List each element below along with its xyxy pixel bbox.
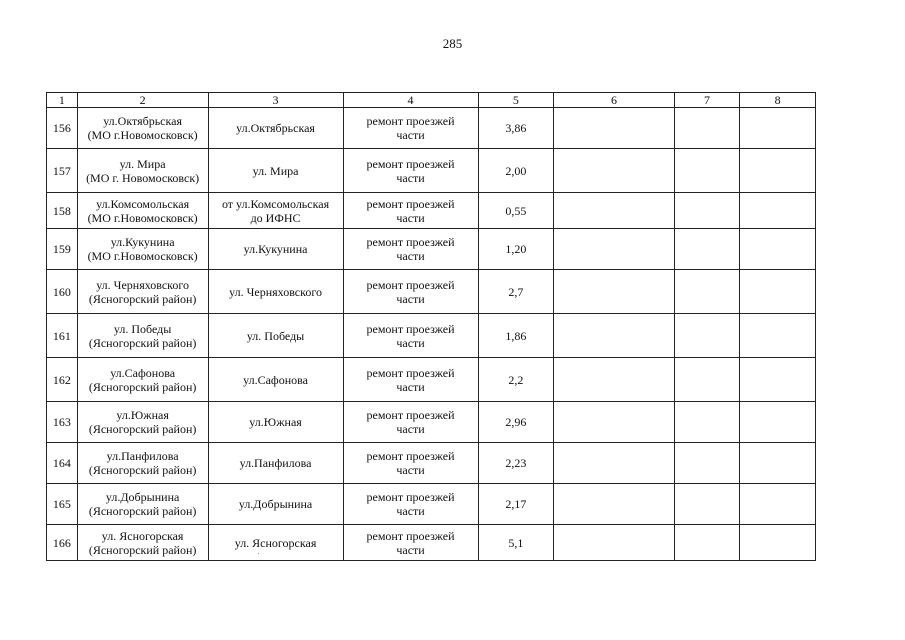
- street-cell-text: (Ясногорский район): [88, 335, 197, 350]
- table-row: [47, 193, 816, 229]
- section-cell-text: ул.Южная: [249, 415, 302, 429]
- work-type-cell-text: ремонт проезжей: [366, 449, 455, 463]
- col6-cell: [554, 358, 675, 402]
- work-type-cell: [343, 108, 478, 149]
- work-type-cell-text: ремонт проезжей: [366, 196, 455, 211]
- street-cell-text: (МО г. Новомосковск): [86, 170, 200, 185]
- street-cell-text: ул.Комсомольская: [96, 196, 190, 211]
- section-cell: [208, 525, 343, 561]
- street-cell-text: (Ясногорский район): [88, 422, 197, 436]
- length-cell: [478, 484, 554, 525]
- col7-cell: [674, 314, 739, 358]
- length-cell: [478, 443, 554, 484]
- col8-cell: [740, 314, 816, 358]
- street-cell-text: (Ясногорский район): [88, 542, 197, 557]
- row-number-cell: [47, 193, 78, 229]
- work-type-cell: [343, 314, 478, 358]
- street-cell: [77, 229, 208, 270]
- work-type-cell-text: части: [396, 379, 425, 394]
- street-cell-text: ул.Панфилова: [106, 449, 179, 463]
- table-row: [47, 108, 816, 149]
- section-cell: [208, 402, 343, 443]
- work-type-cell-text: части: [396, 335, 425, 350]
- work-type-cell-text: части: [396, 249, 425, 263]
- col8-cell: [740, 229, 816, 270]
- work-type-cell-text: части: [396, 170, 425, 185]
- header-col-3: 3: [208, 93, 343, 108]
- section-cell: [208, 149, 343, 193]
- work-type-cell-text: ремонт проезжей: [366, 235, 455, 249]
- col6-cell: [554, 108, 675, 149]
- page-number: 285: [442, 36, 463, 51]
- col7-cell: [674, 525, 739, 561]
- col6-cell: [554, 229, 675, 270]
- work-type-cell-text: части: [396, 504, 425, 518]
- table-row: [47, 270, 816, 314]
- street-cell-text: ул.Добрынина: [105, 490, 180, 504]
- col8-cell: [740, 108, 816, 149]
- street-cell: [77, 443, 208, 484]
- work-type-cell: [343, 484, 478, 525]
- street-cell-text: ул.Сафонова: [110, 365, 176, 380]
- work-type-cell-text: ремонт проезжей: [366, 408, 455, 422]
- row-number-cell-text: 161: [52, 328, 71, 343]
- street-cell: [77, 525, 208, 561]
- row-number-cell: [47, 229, 78, 270]
- section-cell-text: ул.Сафонова: [243, 372, 308, 387]
- row-number-cell-text: 166: [52, 535, 71, 550]
- table-row: [47, 402, 816, 443]
- length-cell-text: 2,17: [505, 497, 527, 511]
- row-number-cell-text: 160: [52, 284, 71, 299]
- section-cell: [208, 443, 343, 484]
- length-cell: [478, 358, 554, 402]
- work-type-cell-text: ремонт проезжей: [366, 156, 455, 171]
- row-number-cell-text: 165: [52, 497, 71, 511]
- col7-cell: [674, 193, 739, 229]
- roads-table: [46, 92, 816, 561]
- col6-cell: [554, 525, 675, 561]
- section-cell-text: ул.Добрынина: [238, 497, 313, 511]
- row-number-cell: [47, 443, 78, 484]
- street-cell-text: (Ясногорский район): [88, 291, 197, 306]
- row-number-cell: [47, 314, 78, 358]
- row-number-cell-text: 162: [52, 372, 71, 387]
- street-cell-text: (Ясногорский район): [88, 463, 197, 477]
- section-cell: [208, 358, 343, 402]
- work-type-cell-text: части: [396, 291, 425, 306]
- table-row: [47, 358, 816, 402]
- street-cell-text: (МО г.Новомосковск): [87, 249, 198, 263]
- col6-cell: [554, 402, 675, 443]
- header-col-8: 8: [740, 93, 816, 108]
- col8-cell: [740, 402, 816, 443]
- street-cell-text: ул.Кукунина: [110, 235, 175, 249]
- work-type-cell-text: ремонт проезжей: [366, 365, 455, 380]
- row-number-cell: [47, 108, 78, 149]
- section-cell: [208, 193, 343, 229]
- length-cell: [478, 229, 554, 270]
- row-number-cell: [47, 270, 78, 314]
- col7-cell: [674, 484, 739, 525]
- row-number-cell: [47, 149, 78, 193]
- header-row: [47, 93, 816, 108]
- street-cell-text: (Ясногорский район): [88, 504, 197, 518]
- col6-cell: [554, 314, 675, 358]
- scan-dot: [258, 553, 259, 554]
- street-cell-text: (МО г.Новомосковск): [87, 128, 198, 142]
- length-cell-text: 5,1: [508, 535, 524, 550]
- table-row: [47, 525, 816, 561]
- work-type-cell: [343, 402, 478, 443]
- length-cell-text: 1,86: [505, 328, 527, 343]
- col8-cell: [740, 443, 816, 484]
- row-number-cell: [47, 484, 78, 525]
- work-type-cell-text: части: [396, 542, 425, 557]
- section-cell: [208, 229, 343, 270]
- work-type-cell-text: ремонт проезжей: [366, 490, 455, 504]
- col8-cell: [740, 484, 816, 525]
- length-cell: [478, 402, 554, 443]
- col7-cell: [674, 149, 739, 193]
- street-cell-text: ул. Черняховского: [96, 277, 190, 292]
- section-cell: [208, 270, 343, 314]
- table-row: [47, 149, 816, 193]
- col7-cell: [674, 358, 739, 402]
- row-number-cell-text: 163: [52, 415, 71, 429]
- section-cell-text: ул. Мира: [252, 163, 299, 178]
- work-type-cell-text: ремонт проезжей: [366, 277, 455, 292]
- work-type-cell: [343, 193, 478, 229]
- street-cell: [77, 358, 208, 402]
- col7-cell: [674, 108, 739, 149]
- work-type-cell-text: ремонт проезжей: [366, 321, 455, 336]
- length-cell-text: 2,7: [508, 284, 524, 299]
- table-row: [47, 229, 816, 270]
- section-cell: [208, 484, 343, 525]
- section-cell-text: от ул.Комсомольская: [221, 196, 330, 211]
- length-cell-text: 2,96: [505, 415, 527, 429]
- street-cell: [77, 193, 208, 229]
- col8-cell: [740, 525, 816, 561]
- table-row: [47, 314, 816, 358]
- section-cell: [208, 314, 343, 358]
- header-col-6: 6: [554, 93, 675, 108]
- col6-cell: [554, 193, 675, 229]
- work-type-cell-text: части: [396, 210, 425, 225]
- street-cell: [77, 270, 208, 314]
- table-body: [47, 108, 816, 561]
- section-cell-text: ул. Победы: [246, 328, 305, 343]
- work-type-cell-text: части: [396, 422, 425, 436]
- row-number-cell-text: 156: [52, 121, 71, 135]
- section-cell-text: ул. Ясногорская: [234, 535, 317, 550]
- street-cell-text: ул.Южная: [116, 408, 169, 422]
- col6-cell: [554, 270, 675, 314]
- table-row: [47, 443, 816, 484]
- header-col-7: 7: [674, 93, 739, 108]
- col8-cell: [740, 149, 816, 193]
- work-type-cell: [343, 358, 478, 402]
- length-cell: [478, 525, 554, 561]
- length-cell-text: 2,00: [505, 163, 527, 178]
- work-type-cell: [343, 149, 478, 193]
- length-cell: [478, 149, 554, 193]
- col7-cell: [674, 270, 739, 314]
- work-type-cell-text: ремонт проезжей: [366, 528, 455, 543]
- table-row: [47, 484, 816, 525]
- row-number-cell-text: 164: [52, 456, 71, 470]
- col7-cell: [674, 229, 739, 270]
- row-number-cell: [47, 358, 78, 402]
- length-cell-text: 3,86: [505, 121, 527, 135]
- work-type-cell-text: ремонт проезжей: [366, 114, 455, 128]
- street-cell-text: ул. Мира: [119, 156, 166, 171]
- header-col-4: 4: [343, 93, 478, 108]
- section-cell-text: ул.Панфилова: [239, 456, 312, 470]
- street-cell: [77, 402, 208, 443]
- row-number-cell-text: 158: [52, 203, 71, 218]
- col8-cell: [740, 270, 816, 314]
- header-col-5: 5: [478, 93, 554, 108]
- section-cell-text: ул.Октябрьская: [236, 121, 315, 135]
- col7-cell: [674, 402, 739, 443]
- length-cell: [478, 193, 554, 229]
- section-cell: [208, 108, 343, 149]
- street-cell-text: (Ясногорский район): [88, 379, 197, 394]
- header-col-1: 1: [47, 93, 78, 108]
- section-cell-text: ул.Кукунина: [243, 242, 308, 256]
- length-cell-text: 1,20: [505, 242, 527, 256]
- length-cell-text: 2,23: [505, 456, 527, 470]
- section-cell-text: до ИФНС: [250, 210, 301, 225]
- work-type-cell: [343, 443, 478, 484]
- col7-cell: [674, 443, 739, 484]
- street-cell-text: (МО г.Новомосковск): [87, 210, 198, 225]
- length-cell: [478, 270, 554, 314]
- col6-cell: [554, 484, 675, 525]
- col8-cell: [740, 358, 816, 402]
- street-cell: [77, 484, 208, 525]
- length-cell: [478, 314, 554, 358]
- street-cell-text: ул. Победы: [113, 321, 172, 336]
- length-cell-text: 0,55: [505, 203, 527, 218]
- row-number-cell: [47, 402, 78, 443]
- work-type-cell: [343, 270, 478, 314]
- col6-cell: [554, 443, 675, 484]
- street-cell-text: ул.Октябрьская: [103, 114, 183, 128]
- col6-cell: [554, 149, 675, 193]
- table-header: [47, 93, 816, 108]
- work-type-cell-text: части: [396, 463, 425, 477]
- street-cell: [77, 149, 208, 193]
- header-col-2: 2: [77, 93, 208, 108]
- row-number-cell-text: 157: [52, 163, 71, 178]
- section-cell-text: ул. Черняховского: [229, 284, 322, 299]
- row-number-cell-text: 159: [52, 242, 71, 256]
- length-cell-text: 2,2: [508, 372, 524, 387]
- street-cell-text: ул. Ясногорская: [101, 528, 184, 543]
- length-cell: [478, 108, 554, 149]
- row-number-cell: [47, 525, 78, 561]
- work-type-cell: [343, 525, 478, 561]
- col8-cell: [740, 193, 816, 229]
- work-type-cell: [343, 229, 478, 270]
- street-cell: [77, 108, 208, 149]
- street-cell: [77, 314, 208, 358]
- work-type-cell-text: части: [396, 128, 425, 142]
